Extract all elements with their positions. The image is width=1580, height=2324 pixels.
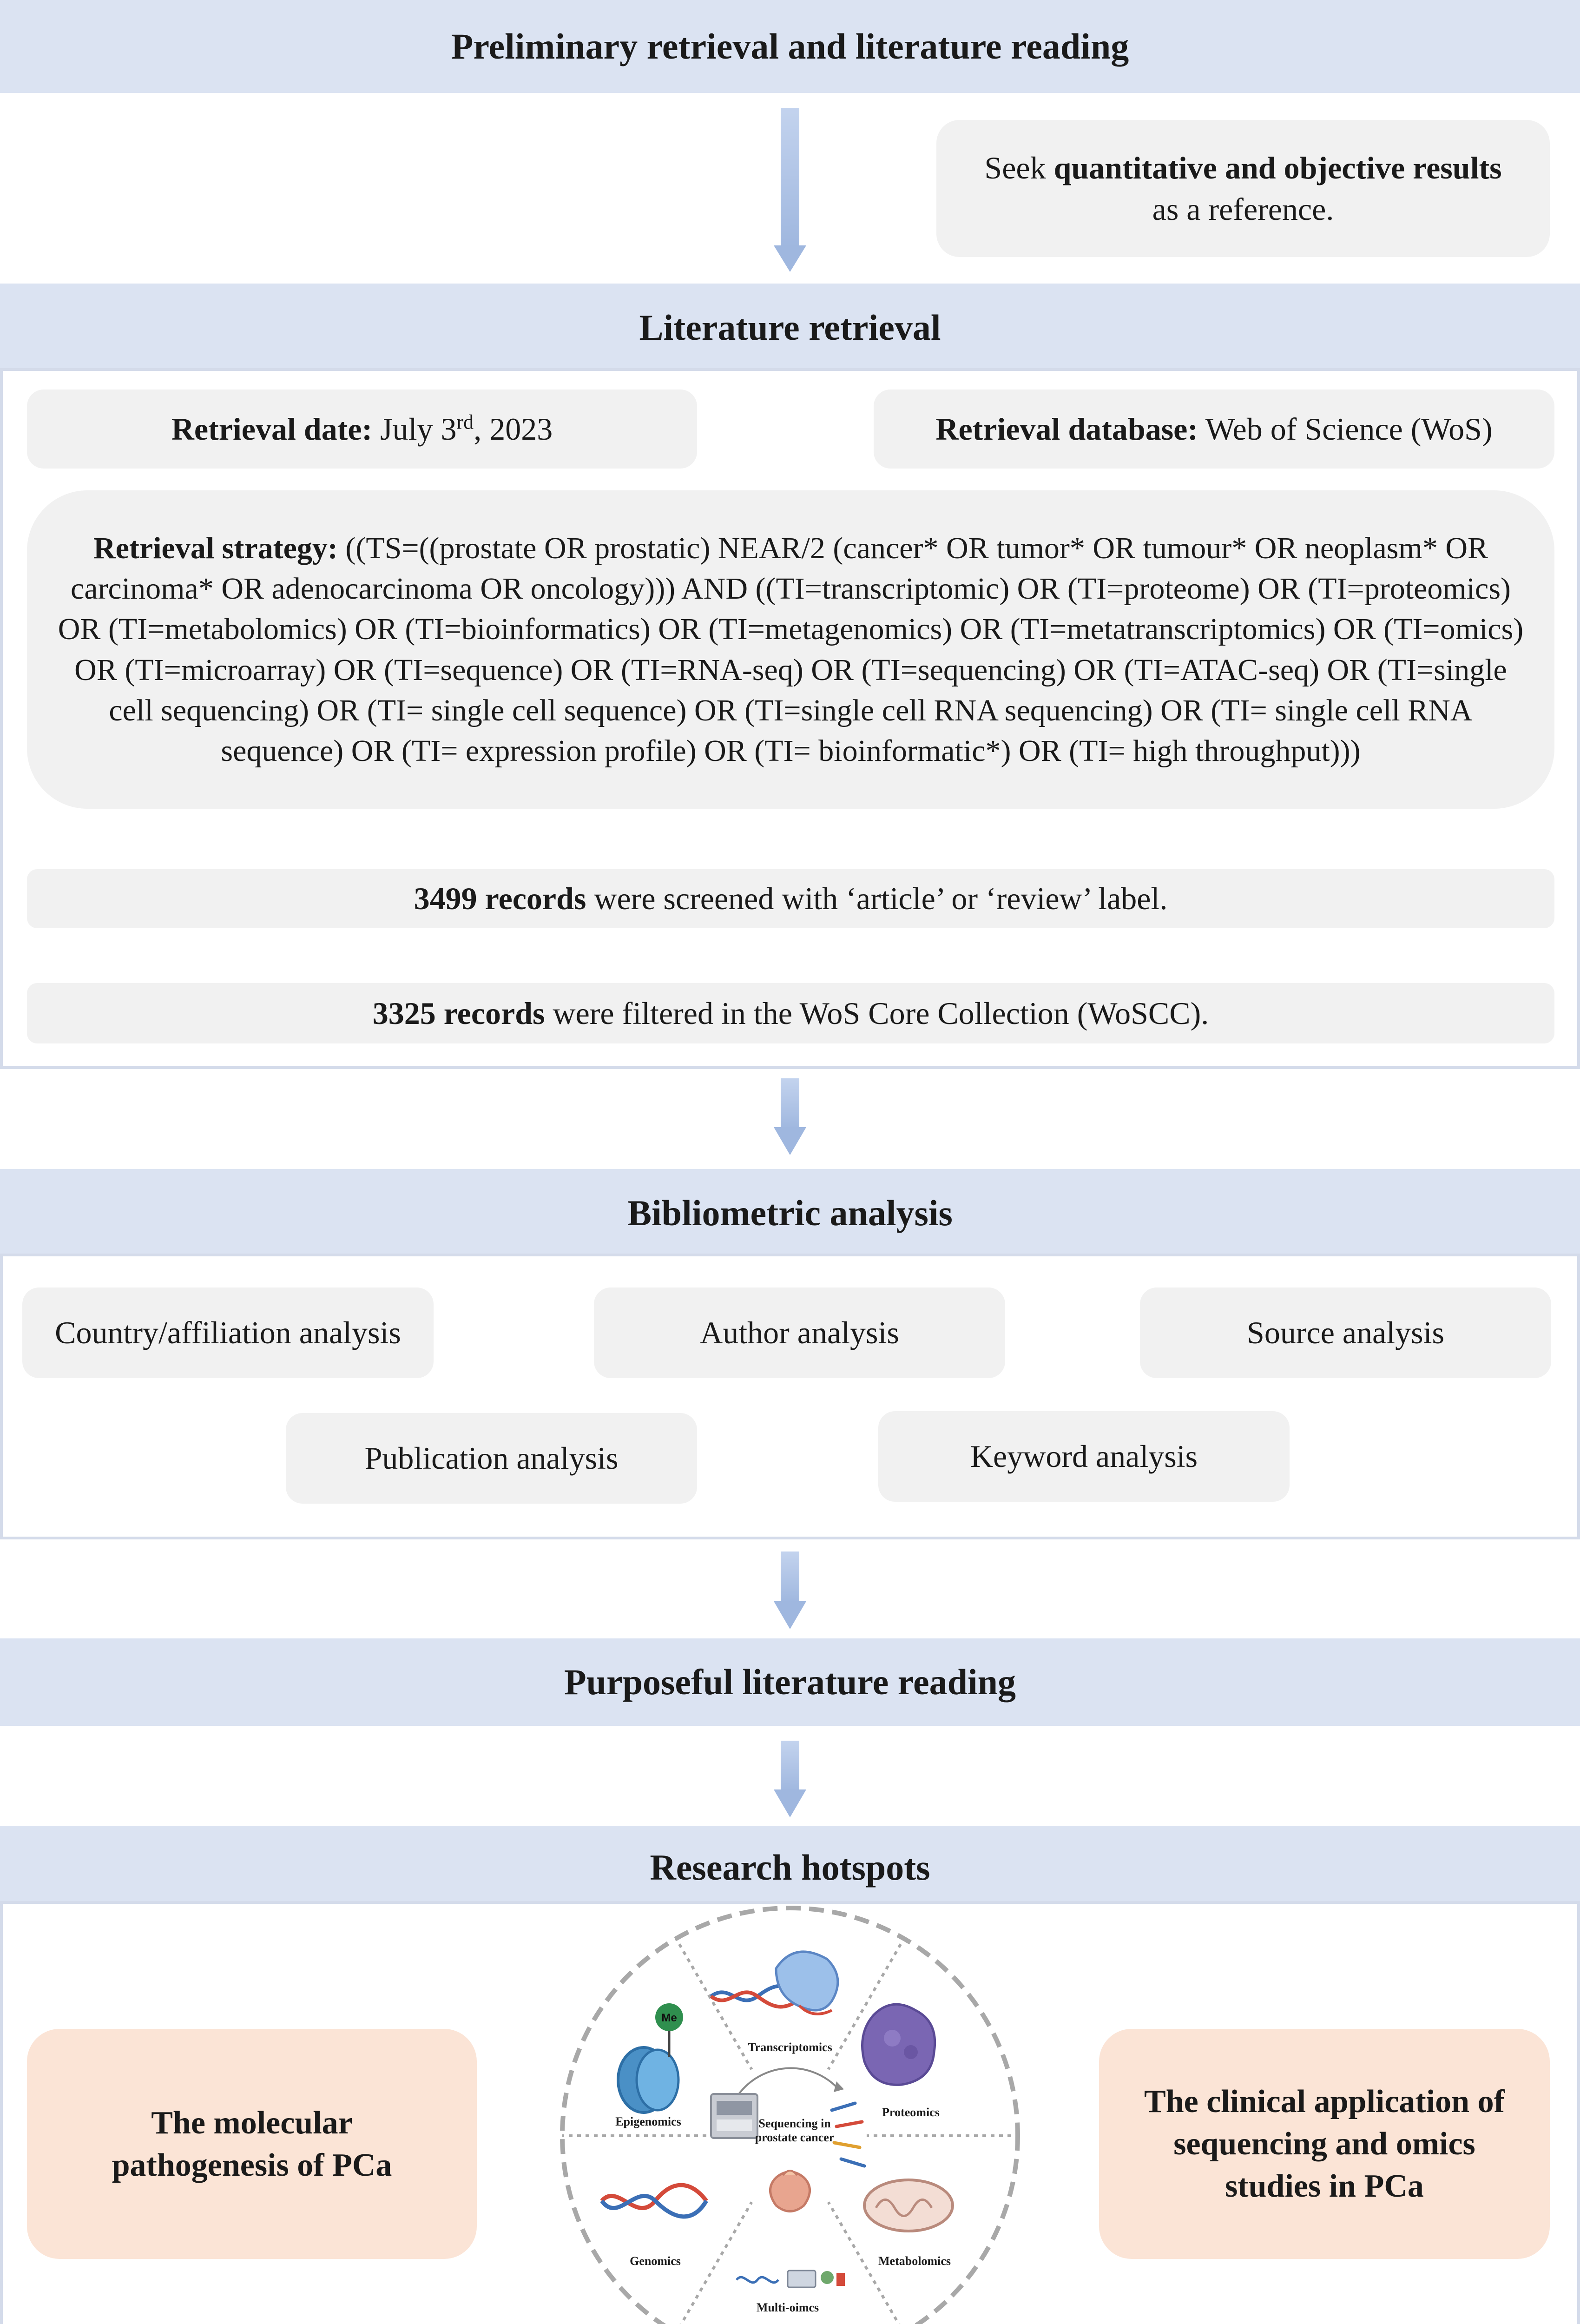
hotspot-molecular-label: The molecular pathogenesis of PCa xyxy=(112,2105,392,2183)
sequencer-icon xyxy=(711,2094,757,2138)
metabolomics-icon xyxy=(864,2180,953,2231)
methyl-label: Me xyxy=(661,2012,677,2024)
stage-bibliometric-header xyxy=(0,1169,1580,1257)
screen-records-card xyxy=(27,869,1554,928)
epigenomics-icon xyxy=(618,2003,683,2113)
retrieval-date-label: Retrieval date: xyxy=(171,411,373,447)
stage-retrieval-title: Literature retrieval xyxy=(639,307,941,348)
stage-hotspots-title: Research hotspots xyxy=(650,1847,930,1888)
segment-multi-omics: Multi-oimcs xyxy=(756,2301,819,2314)
analysis-item-keyword xyxy=(878,1411,1290,1502)
filtered-records-count: 3325 records xyxy=(372,995,545,1031)
analysis-item-publication-label: Publication analysis xyxy=(364,1440,619,1476)
retrieval-database-label: Retrieval database: xyxy=(935,411,1198,447)
retrieval-strategy-card xyxy=(27,490,1554,809)
omics-wheel xyxy=(558,1903,1022,2324)
transcriptomics-icon xyxy=(711,1952,838,2014)
analysis-item-country-label: Country/affiliation analysis xyxy=(55,1315,401,1351)
screen-records-text: were screened with ‘article’ or ‘review’ label. xyxy=(586,881,1168,917)
wheel-center-line2: prostate cancer xyxy=(755,2131,835,2144)
note-text-bold: quantitative and objective results xyxy=(1053,150,1502,186)
arrow-4 xyxy=(774,1741,806,1817)
retrieval-date-card xyxy=(27,390,697,469)
segment-metabolomics: Metabolomics xyxy=(878,2254,951,2268)
prostate-icon xyxy=(770,2171,810,2212)
segment-proteomics: Proteomics xyxy=(882,2106,940,2119)
segment-genomics: Genomics xyxy=(630,2254,681,2268)
retrieval-date-value: July 3 xyxy=(372,411,457,447)
analysis-item-source xyxy=(1140,1287,1551,1378)
retrieval-database-card xyxy=(874,390,1554,469)
stage-hotspots-header xyxy=(0,1826,1580,1909)
filtered-records-text: were filtered in the WoS Core Collection (WoSCC). xyxy=(545,995,1209,1031)
stage-retrieval-header xyxy=(0,284,1580,372)
proteomics-icon xyxy=(862,2004,935,2085)
segment-epigenomics: Epigenomics xyxy=(615,2115,681,2128)
retrieval-date-sup: rd xyxy=(456,410,474,434)
stage-preliminary-title: Preliminary retrieval and literature reading xyxy=(451,26,1129,66)
arrow-2 xyxy=(774,1078,806,1155)
hotspot-clinical-label: The clinical application of sequencing and omics studies in PCa xyxy=(1144,2084,1505,2204)
stage-preliminary-header xyxy=(0,0,1580,93)
hotspot-molecular-pathogenesis xyxy=(27,2029,477,2259)
wheel-center-line1: Sequencing in xyxy=(758,2117,831,2130)
genomics-icon xyxy=(602,2185,706,2217)
retrieval-date-year: , 2023 xyxy=(474,411,553,447)
analysis-item-author-label: Author analysis xyxy=(700,1315,899,1351)
stage-bibliometric-title: Bibliometric analysis xyxy=(627,1193,953,1233)
note-text-post: as a reference. xyxy=(1152,191,1334,227)
retrieval-strategy-label: Retrieval strategy: xyxy=(93,531,338,566)
note-text-pre: Seek xyxy=(984,150,1054,186)
hotspot-clinical-application xyxy=(1099,2029,1550,2259)
filtered-records-card xyxy=(27,983,1554,1043)
arrow-3 xyxy=(774,1552,806,1629)
stage-purposeful-header xyxy=(0,1638,1580,1726)
analysis-item-country xyxy=(22,1287,434,1378)
arrow-1 xyxy=(774,108,806,272)
analysis-item-author xyxy=(594,1287,1005,1378)
analysis-item-publication xyxy=(286,1413,697,1504)
reference-note-card xyxy=(936,120,1550,257)
retrieval-database-value: Web of Science (WoS) xyxy=(1198,411,1493,447)
retrieval-strategy-text: ((TS=((prostate OR prostatic) NEAR/2 (cancer* OR tumor* OR tumour* OR neoplasm* OR carcinoma* OR adenocarcinoma OR oncology))) AND ((TI=transcriptomic) OR (TI=proteome) OR (TI=proteomics) OR (TI=metabolomics) OR (TI=bioinformatics) OR (TI=metagenomics) OR (TI=metatranscriptomics) OR (TI=omics) OR (TI=microarray) OR (TI=sequence) OR (TI=RNA-seq) OR (TI=sequencing) OR (TI=ATAC-seq) OR (TI=single cell sequencing) OR (TI= single cell sequence) OR (TI=single cell RNA sequencing) OR (TI= single cell RNA sequence) OR (TI= expression profile) OR (TI= bioinformatic*) OR (TI= high throughput))) xyxy=(58,531,1524,768)
stage-purposeful-title: Purposeful literature reading xyxy=(564,1662,1016,1702)
multi-omics-icon xyxy=(737,2271,845,2287)
screen-records-count: 3499 records xyxy=(414,881,586,917)
analysis-item-source-label: Source analysis xyxy=(1247,1315,1444,1351)
segment-transcriptomics: Transcriptomics xyxy=(748,2040,832,2054)
analysis-item-keyword-label: Keyword analysis xyxy=(970,1439,1198,1474)
